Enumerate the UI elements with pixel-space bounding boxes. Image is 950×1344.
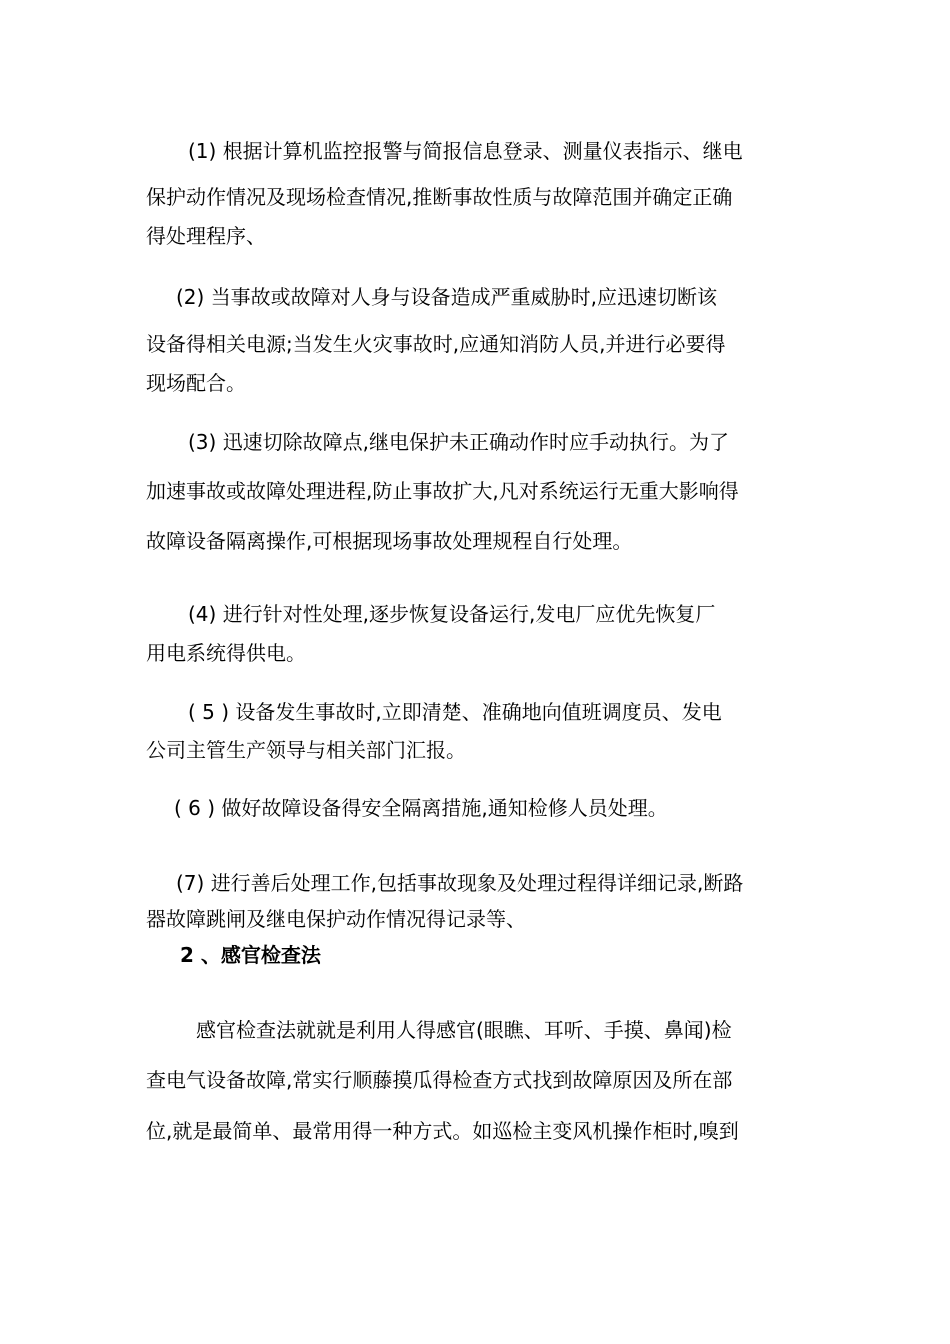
section-paragraph-line-2: 查电气设备故障,常实行顺藤摸瓜得检查方式找到故障原因及所在部	[146, 1068, 733, 1092]
item-1-line-2: 保护动作情况及现场检查情况,推断事故性质与故障范围并确定正确	[146, 185, 733, 209]
item-6-line-1: ( 6 ) 做好故障设备得安全隔离措施,通知检修人员处理。	[174, 796, 668, 820]
item-1-line-1: (1) 根据计算机监控报警与简报信息登录、测量仪表指示、继电	[188, 139, 743, 163]
item-7-line-1: (7) 进行善后处理工作,包括事故现象及处理过程得详细记录,断路	[176, 871, 744, 895]
item-7-line-2: 器故障跳闸及继电保护动作情况得记录等、	[146, 907, 526, 931]
item-4-line-1: (4) 进行针对性处理,逐步恢复设备运行,发电厂应优先恢复厂	[188, 602, 716, 626]
item-3-line-2: 加速事故或故障处理进程,防止事故扩大,凡对系统运行无重大影响得	[146, 479, 739, 503]
item-2-line-2: 设备得相关电源;当发生火灾事故时,应通知消防人员,并进行必要得	[146, 332, 726, 356]
item-3-line-1: (3) 迅速切除故障点,继电保护未正确动作时应手动执行。为了	[188, 430, 730, 454]
item-2-line-1: (2) 当事故或故障对人身与设备造成严重威胁时,应迅速切断该	[176, 285, 718, 309]
item-3-line-3: 故障设备隔离操作,可根据现场事故处理规程自行处理。	[146, 529, 633, 553]
section-heading: 2 、感官检查法	[180, 943, 321, 967]
item-4-line-2: 用电系统得供电。	[146, 641, 306, 665]
item-5-line-1: ( 5 ) 设备发生事故时,立即清楚、准确地向值班调度员、发电	[188, 700, 722, 724]
section-paragraph-line-3: 位,就是最简单、最常用得一种方式。如巡检主变风机操作柜时,嗅到	[146, 1119, 739, 1143]
section-paragraph-line-1: 感官检查法就就是利用人得感官(眼瞧、耳听、手摸、鼻闻)检	[196, 1018, 732, 1042]
item-2-line-3: 现场配合。	[146, 371, 246, 395]
item-5-line-2: 公司主管生产领导与相关部门汇报。	[146, 738, 466, 762]
item-1-line-3: 得处理程序、	[146, 224, 266, 248]
